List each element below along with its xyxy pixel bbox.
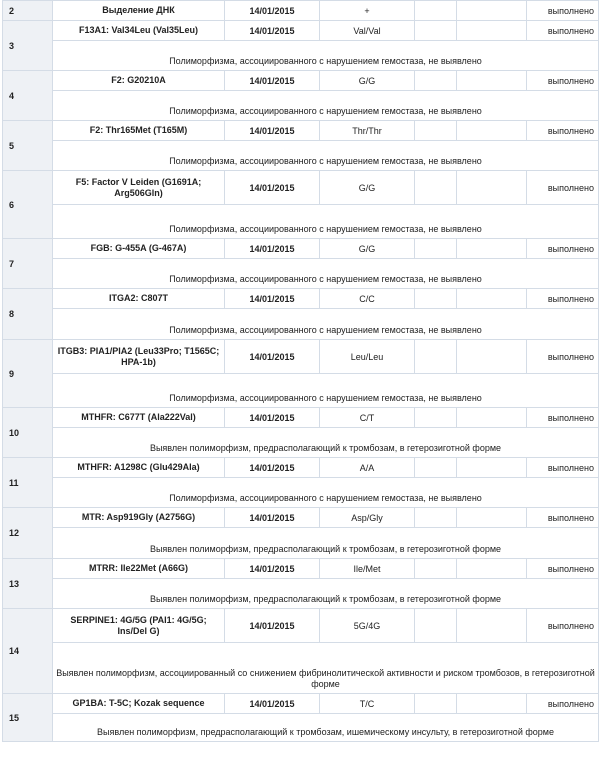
test-date: 14/01/2015 <box>225 1 320 21</box>
empty-cell <box>415 458 457 478</box>
conclusion-row <box>3 643 599 694</box>
conclusion-text: Полиморфизма, ассоциированного с нарушением гемостаза, не выявлено <box>53 205 599 239</box>
empty-cell <box>457 609 527 643</box>
table-row <box>3 609 599 643</box>
table-row <box>3 340 599 374</box>
test-date: 14/01/2015 <box>225 21 320 41</box>
empty-cell <box>415 1 457 21</box>
test-result: G/G <box>320 171 415 205</box>
conclusion-text: Полиморфизма, ассоциированного с нарушением гемостаза, не выявлено <box>53 141 599 171</box>
table-row <box>3 508 599 528</box>
empty-cell <box>415 408 457 428</box>
test-result: G/G <box>320 71 415 91</box>
row-number: 13 <box>3 559 53 609</box>
table-row <box>3 1 599 21</box>
empty-cell <box>415 694 457 714</box>
empty-cell <box>457 340 527 374</box>
conclusion-row <box>3 428 599 458</box>
conclusion-text: Выявлен полиморфизм, предрасполагающий к тромбозам, в гетерозиготной форме <box>53 528 599 559</box>
test-name: F2: G20210A <box>53 71 225 91</box>
test-date: 14/01/2015 <box>225 239 320 259</box>
test-name: MTHFR: A1298C (Glu429Ala) <box>53 458 225 478</box>
test-date: 14/01/2015 <box>225 458 320 478</box>
row-number: 14 <box>3 609 53 694</box>
empty-cell <box>415 559 457 579</box>
row-number: 8 <box>3 289 53 340</box>
test-date: 14/01/2015 <box>225 559 320 579</box>
empty-cell <box>415 508 457 528</box>
status-text: выполнено <box>527 1 599 21</box>
conclusion-row <box>3 309 599 340</box>
status-text: выполнено <box>527 239 599 259</box>
conclusion-text: Выявлен полиморфизм, ассоциированный со снижением фибринолитической активности и риском тромбозов, в гетерозиготной форме <box>53 643 599 694</box>
row-number: 12 <box>3 508 53 559</box>
test-result: Leu/Leu <box>320 340 415 374</box>
conclusion-text: Выявлен полиморфизм, предрасполагающий к тромбозам, в гетерозиготной форме <box>53 428 599 458</box>
conclusion-text: Выявлен полиморфизм, предрасполагающий к тромбозам, ишемическому инсульту, в гетерозиготной форме <box>53 714 599 742</box>
test-result: Thr/Thr <box>320 121 415 141</box>
row-number: 4 <box>3 71 53 121</box>
table-row <box>3 289 599 309</box>
table-row <box>3 559 599 579</box>
row-number: 11 <box>3 458 53 508</box>
conclusion-row <box>3 528 599 559</box>
conclusion-row <box>3 91 599 121</box>
empty-cell <box>457 1 527 21</box>
status-text: выполнено <box>527 458 599 478</box>
empty-cell <box>457 559 527 579</box>
status-text: выполнено <box>527 289 599 309</box>
row-number: 15 <box>3 694 53 742</box>
row-number: 3 <box>3 21 53 71</box>
empty-cell <box>457 508 527 528</box>
empty-cell <box>415 239 457 259</box>
table-row <box>3 71 599 91</box>
test-name: MTRR: Ile22Met (A66G) <box>53 559 225 579</box>
conclusion-row <box>3 141 599 171</box>
empty-cell <box>415 340 457 374</box>
empty-cell <box>457 289 527 309</box>
status-text: выполнено <box>527 408 599 428</box>
empty-cell <box>457 121 527 141</box>
test-result: Val/Val <box>320 21 415 41</box>
table-row <box>3 21 599 41</box>
empty-cell <box>457 458 527 478</box>
empty-cell <box>415 171 457 205</box>
row-number: 2 <box>3 1 53 21</box>
status-text: выполнено <box>527 559 599 579</box>
test-result: 5G/4G <box>320 609 415 643</box>
conclusion-text: Полиморфизма, ассоциированного с нарушением гемостаза, не выявлено <box>53 478 599 508</box>
test-name: ITGB3: PIA1/PIA2 (Leu33Pro; T1565C; HPA-1b) <box>53 340 225 374</box>
conclusion-row <box>3 714 599 742</box>
test-result: A/A <box>320 458 415 478</box>
test-name: F13A1: Val34Leu (Val35Leu) <box>53 21 225 41</box>
test-result: Ile/Met <box>320 559 415 579</box>
table-row <box>3 458 599 478</box>
conclusion-row <box>3 374 599 408</box>
conclusion-row <box>3 205 599 239</box>
empty-cell <box>457 239 527 259</box>
conclusion-row <box>3 478 599 508</box>
conclusion-row <box>3 259 599 289</box>
conclusion-text: Полиморфизма, ассоциированного с нарушением гемостаза, не выявлено <box>53 374 599 408</box>
status-text: выполнено <box>527 121 599 141</box>
test-name: Выделение ДНК <box>53 1 225 21</box>
test-name: FGB: G-455A (G-467A) <box>53 239 225 259</box>
empty-cell <box>457 171 527 205</box>
conclusion-text: Полиморфизма, ассоциированного с нарушением гемостаза, не выявлено <box>53 91 599 121</box>
test-name: F2: Thr165Met (T165M) <box>53 121 225 141</box>
test-name: MTR: Asp919Gly (A2756G) <box>53 508 225 528</box>
test-date: 14/01/2015 <box>225 289 320 309</box>
conclusion-text: Полиморфизма, ассоциированного с нарушением гемостаза, не выявлено <box>53 309 599 340</box>
table-row <box>3 171 599 205</box>
status-text: выполнено <box>527 508 599 528</box>
status-text: выполнено <box>527 340 599 374</box>
row-number: 10 <box>3 408 53 458</box>
test-name: MTHFR: C677T (Ala222Val) <box>53 408 225 428</box>
empty-cell <box>415 121 457 141</box>
test-date: 14/01/2015 <box>225 508 320 528</box>
empty-cell <box>457 408 527 428</box>
status-text: выполнено <box>527 71 599 91</box>
table-row <box>3 239 599 259</box>
test-name: GP1BA: T-5C; Kozak sequence <box>53 694 225 714</box>
test-date: 14/01/2015 <box>225 121 320 141</box>
empty-cell <box>415 609 457 643</box>
conclusion-text: Выявлен полиморфизм, предрасполагающий к тромбозам, в гетерозиготной форме <box>53 579 599 609</box>
test-date: 14/01/2015 <box>225 340 320 374</box>
status-text: выполнено <box>527 694 599 714</box>
row-number: 6 <box>3 171 53 239</box>
test-result: G/G <box>320 239 415 259</box>
row-number: 7 <box>3 239 53 289</box>
test-result: Asp/Gly <box>320 508 415 528</box>
test-name: ITGA2: C807T <box>53 289 225 309</box>
empty-cell <box>457 71 527 91</box>
conclusion-text: Полиморфизма, ассоциированного с нарушением гемостаза, не выявлено <box>53 41 599 71</box>
test-date: 14/01/2015 <box>225 408 320 428</box>
status-text: выполнено <box>527 171 599 205</box>
conclusion-row <box>3 579 599 609</box>
test-result: C/C <box>320 289 415 309</box>
status-text: выполнено <box>527 21 599 41</box>
row-number: 9 <box>3 340 53 408</box>
test-result: T/C <box>320 694 415 714</box>
test-date: 14/01/2015 <box>225 609 320 643</box>
table-row <box>3 694 599 714</box>
empty-cell <box>457 694 527 714</box>
test-name: F5: Factor V Leiden (G1691A; Arg506Gln) <box>53 171 225 205</box>
empty-cell <box>415 71 457 91</box>
test-date: 14/01/2015 <box>225 694 320 714</box>
test-name: SERPINE1: 4G/5G (PAI1: 4G/5G; Ins/Del G) <box>53 609 225 643</box>
row-number: 5 <box>3 121 53 171</box>
empty-cell <box>415 21 457 41</box>
table-row <box>3 408 599 428</box>
status-text: выполнено <box>527 609 599 643</box>
test-date: 14/01/2015 <box>225 71 320 91</box>
empty-cell <box>457 21 527 41</box>
test-result: + <box>320 1 415 21</box>
conclusion-text: Полиморфизма, ассоциированного с нарушением гемостаза, не выявлено <box>53 259 599 289</box>
test-date: 14/01/2015 <box>225 171 320 205</box>
empty-cell <box>415 289 457 309</box>
results-table <box>2 0 599 742</box>
conclusion-row <box>3 41 599 71</box>
test-result: C/T <box>320 408 415 428</box>
table-row <box>3 121 599 141</box>
